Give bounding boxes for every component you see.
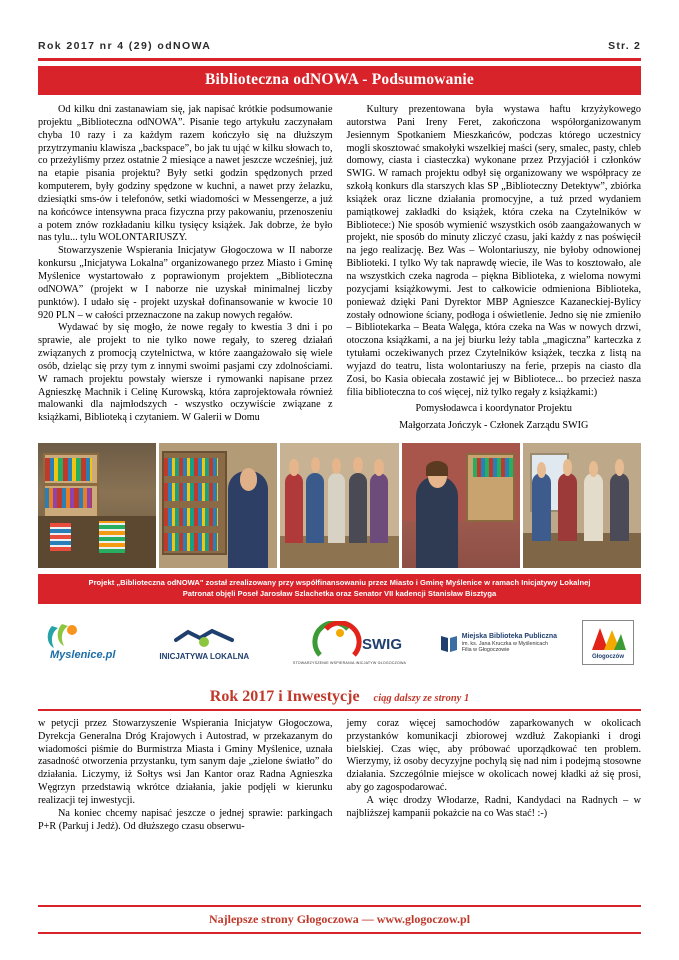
caption-line-1: Projekt „Biblioteczna odNOWA" został zrealizowany przy współfinansowaniu przez Miasto i Gminę Myślenice w ramach Inicjatywy Lokalnej: [88, 578, 591, 588]
article1-right-column: [347, 104, 642, 433]
masthead: [38, 0, 641, 58]
swig-logo-icon: [290, 621, 410, 661]
logo-swig-sub: STOWARZYSZENIE WSPIERANIA INICJATYW GŁOGOCZOWA: [292, 660, 407, 665]
paragraph: jemy coraz więcej samochodów zaparkowanych w okolicach przystanków komunikacji zbiorowej wzdłuż Zakopianki i drogi bielskiej. Czas więc, aby próbować uporządkować ten problem. Wierzymy, iż osoby decyzyjne pochylą się nad nim i podejmą stosowne działania. Szczególnie miejsce w okolicach nowej kładki aż się prosi, aby go zagospodarować.: [346, 717, 641, 794]
article1-left-column: [38, 104, 333, 433]
logo-mbp-sub2: Filia w Głogoczowie: [461, 646, 510, 653]
signature-name: Małgorzata Jończyk - Członek Zarządu SWIG: [399, 420, 589, 432]
logo-glogoczow: [575, 614, 641, 672]
glogoczow-emblem-icon: [588, 624, 628, 654]
paragraph: Wydawać by się mogło, że nowe regały to kwestia 3 dni i po sprawie, ale projekt to nie tylko nowe regały, to szereg działań związanych z promocją czytelnictwa, w które zaangażowało się wiele osób, dzieląc się przy tym z innymi swoimi pasjami czy zdolnościami. W ramach projektu powstały wiersze i rymowanki napisane przez Agnieszkę Machnik i Celinę Kurowską, która zaprojektowała również malowanki dla najmłodszych - wszystko oczywiście związane z książkami, Biblioteką i czytaniem. W Galerii w Domu: [38, 322, 333, 424]
article2-columns: [38, 718, 641, 834]
signature-role: Pomysłodawca i koordynator Projektu: [415, 403, 572, 415]
logo-mbp-label: Miejska Biblioteka Publiczna: [461, 632, 558, 640]
page-footer: [38, 905, 641, 934]
photo-group-volunteers: [280, 443, 398, 568]
paragraph: Na koniec chcemy napisać jeszcze o jednej sprawie: parkingach P+R (Parkuj i Jedź). Od dłuższego czasu obserwu-: [38, 807, 333, 832]
footer-website[interactable]: Najlepsze strony Głogoczowa — www.glogoczow.pl: [208, 912, 471, 926]
photo-library-books: [38, 443, 156, 568]
photo-caption: [38, 574, 641, 604]
article2-subtitle: ciąg dalszy ze strony 1: [373, 692, 470, 704]
svg-text:SWIG: SWIG: [361, 635, 402, 653]
masthead-issue: Rok 2017 nr 4 (29) odNOWA: [38, 40, 212, 52]
logo-inicjatywa-label: INICJATYWA LOKALNA: [159, 652, 250, 662]
article2-right-column: [347, 718, 642, 834]
logo-myslenice: [38, 614, 134, 672]
handshake-icon: [172, 624, 236, 650]
logo-myslenice-label: Myslenice.pl: [50, 649, 116, 662]
paragraph: Od kilku dni zastanawiam się, jak napisać krótkie podsumowanie projektu „Biblioteczna odNOWA”. Pisanie tego artykułu zaczynałam chyba 10 razy i za każdym razem kończyło się na dłuższym przytrzymaniu klawisza „backspace”, bo jak tu ująć w kilku słowach to, co przeżyliśmy przez ostatnie 2 miesiące a nawet jeszcze wcześniej, już na etapie pisania projektu? Były setki godzin spędzonych przed komputerem, były godziny spędzone w kuchni, a nawet przy żelazku, dziesiątki sms-ów i telefonów, setki wiadomości w Messengerze, a już na końcówce intensywna praca fizyczna przy pakowaniu, przenoszeniu a potem znów rozkładaniu kilku tysięcy książek. Jak dobrze, że było nas tylu... tylu WOLONTARIUSZY.: [38, 104, 333, 244]
article2-divider: [38, 709, 641, 711]
footer-divider-top: [38, 905, 641, 907]
book-icon: [440, 633, 458, 653]
header-divider: [38, 58, 641, 61]
article2-left-column: [38, 718, 333, 834]
paragraph: w petycji przez Stowarzyszenie Wspierania Inicjatyw Głogoczowa, Dyrekcja Generalna Dróg Krajowych i Autostrad, w przekazanym do wiadomości piśmie do Burmistrza Miasta i Gminy Myślenice, uznała zasadność otworzenia przystanku, tym sanym daje „zielone światło” do działania. Liczymy, iż Sołtys wsi Jan Kantor oraz Radna Agnieszka Węgrzyn przedstawią wkrótce działania, jakie podjęli w kierunku realizacji tej inwestycji.: [38, 717, 333, 806]
photo-woman-speaking: [402, 443, 520, 568]
article-title-banner: Biblioteczna odNOWA - Podsumowanie: [38, 66, 641, 95]
paragraph: Stowarzyszenie Wspierania Inicjatyw Głogoczowa w II naborze konkursu „Inicjatywa Lokalna” organizowanego przez Miasto i Gminę Myślenice wystartowało z poprawionym projektem „Biblioteczna odNOWA” (projekt w I naborze nie uzyskał minimalnej liczby punktów). I udało się - projekt uzyskał dofinansowanie w kwocie 10 920 PLN – w całości przeznaczone na zakup nowych regałów.: [38, 245, 333, 321]
logo-mbp-sub: im. ks. Jana Kruczka w Myślenicach: [461, 640, 549, 647]
paragraph: Kultury prezentowana była wystawa haftu krzyżykowego autorstwa Pani Ireny Feret, zakończona współorganizowanym Jesiennym Spotkaniem Mieszkańców, podczas którego uczestnicy mogli skosztować smakołyki wszelkiej maści (sery, smalec, pasty, chleb domowy, ciasta i ciasteczka) wykonane przez Przyjaciół i członków SWIG. W ramach projektu odbył się organizowany we współpracy ze szkołą konkurs dla starszych klas SP „Biblioteczny Detektyw”, zbiórka książek oraz liczne działania promocyjne, a tuż przed wydaniem pamiątkowej zakładki do książek, która czeka na Czytelników w Bibliotece:) Nie sposób wymienić wszystkich osób zaangażowanych w projekt, nie sposób do minuty zliczyć czasu, jaki każdy z nas poświęcił na jego realizację. Bez Was – Wolontariuszy, nie byłoby odnowionej Biblioteki. I tylko Wy tak naprawdę wiecie, ile Was to kosztowało, ale na wszystkich czeka nagroda – piękna Biblioteka, z wieloma nowymi pozycjami książkowymi. Jest to całkowicie odmieniona Biblioteka, ponieważ dzięki Pani Dyrektor MBP Agnieszce Kazaneckiej-Bylicy zostały odnowione ściany, podłoga i oświetlenie. Jedno się nie zmieniło – Bibliotekarka – Beata Walęga, która czeka na Was w nowych drzwi, otoczona książkami, a na jej biurku leży tabla „magiczna” karteczka z tytułami oczekiwanych przez Czytelników książek, teczka z listą na wyjazd do teatru, lista wolontariuszy na ferie, przepis na ciasto dla Zosi, bo Kasia obiecała zostawić jej w Bibliotece... bo przecież nasza filia biblioteczna to coś więcej, niż tylko regały z książkami:): [346, 104, 641, 398]
article2-title: Rok 2017 i Inwestycje: [209, 687, 360, 705]
logo-swig: [275, 614, 425, 672]
sponsor-logos: [38, 612, 641, 674]
article1-columns: [38, 104, 641, 433]
paragraph: A więc drodzy Włodarze, Radni, Kandydaci na Radnych – w najbliższej kampanii pokażcie na co Was stać! :-): [346, 794, 641, 819]
caption-line-2: Patronat objęli Poseł Jarosław Szlachetka oraz Senator VII kadencji Stanisław Bisztyga: [182, 589, 497, 599]
footer-divider-bottom: [38, 932, 641, 934]
logo-glogoczow-label: Głogoczów: [592, 654, 624, 661]
article2-header: [38, 688, 641, 706]
photo-strip: [38, 443, 641, 568]
logo-mbp: [440, 614, 560, 672]
masthead-page-number: Str. 2: [608, 40, 641, 52]
photo-group-in-room: [523, 443, 641, 568]
photo-person-at-shelf: [159, 443, 277, 568]
logo-inicjatywa-lokalna: [149, 614, 259, 672]
